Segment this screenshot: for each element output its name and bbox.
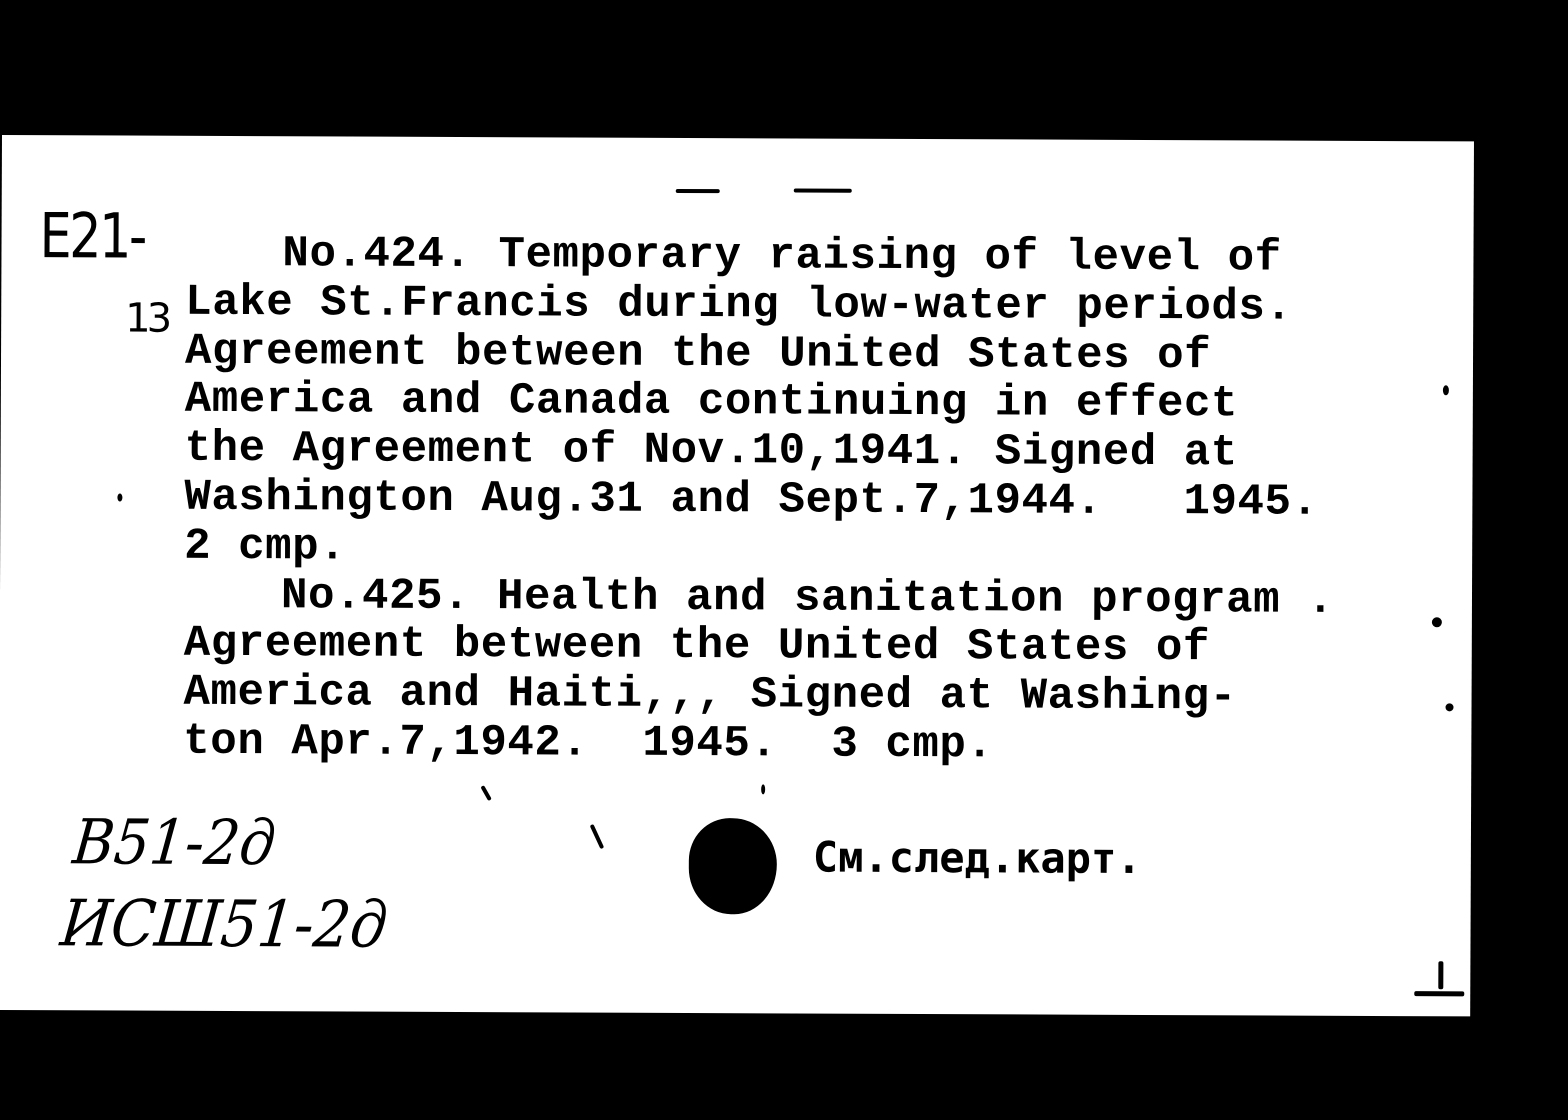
handwritten-shelfmark: ИСШ51-2д	[57, 887, 391, 963]
scan-speck	[590, 824, 605, 849]
entry-424-line: 2 cmp.	[184, 521, 347, 573]
scan-speck	[1432, 617, 1442, 627]
file-code-sub: 13	[125, 295, 169, 342]
entry-425-line: No.425. Health and sanitation program .	[280, 570, 1335, 626]
scan-speck	[1445, 703, 1453, 711]
handwritten-shelfmark: В51-2д	[69, 805, 279, 880]
entry-425-line: Agreement between the United States of	[183, 619, 1211, 674]
entry-424-line: the Agreement of Nov.10,1941. Signed at	[184, 423, 1238, 479]
entry-424-line: America and Canada continuing in effect	[184, 375, 1239, 430]
card-punch-hole	[689, 818, 777, 914]
file-code: E21-	[39, 199, 146, 273]
entry-424-line: Washington Aug.31 and Sept.7,1944. 1945.	[184, 472, 1319, 528]
entry-424-line: Agreement between the United States of	[184, 326, 1212, 381]
entry-424-line: Lake St.Francis during low-water periods.	[185, 277, 1293, 333]
entry-424-line: No.424. Temporary raising of level of	[282, 229, 1282, 284]
scan-speck	[117, 494, 122, 502]
scan-speck	[761, 784, 765, 794]
entry-425-line: America and Haiti,,, Signed at Washing-	[183, 667, 1237, 723]
scan-speck	[1443, 385, 1449, 395]
scan-speck	[480, 785, 491, 801]
see-next-card-note: См.след.карт.	[812, 832, 1142, 883]
top-dash-mark	[794, 188, 852, 192]
scan-speck	[1438, 961, 1443, 989]
top-dash-mark	[676, 189, 720, 193]
catalog-card	[0, 135, 1474, 1016]
scan-speck	[1414, 991, 1464, 996]
typed-entry-text	[183, 230, 1336, 772]
entry-425-line: ton Apr.7,1942. 1945. 3 cmp.	[183, 716, 994, 771]
